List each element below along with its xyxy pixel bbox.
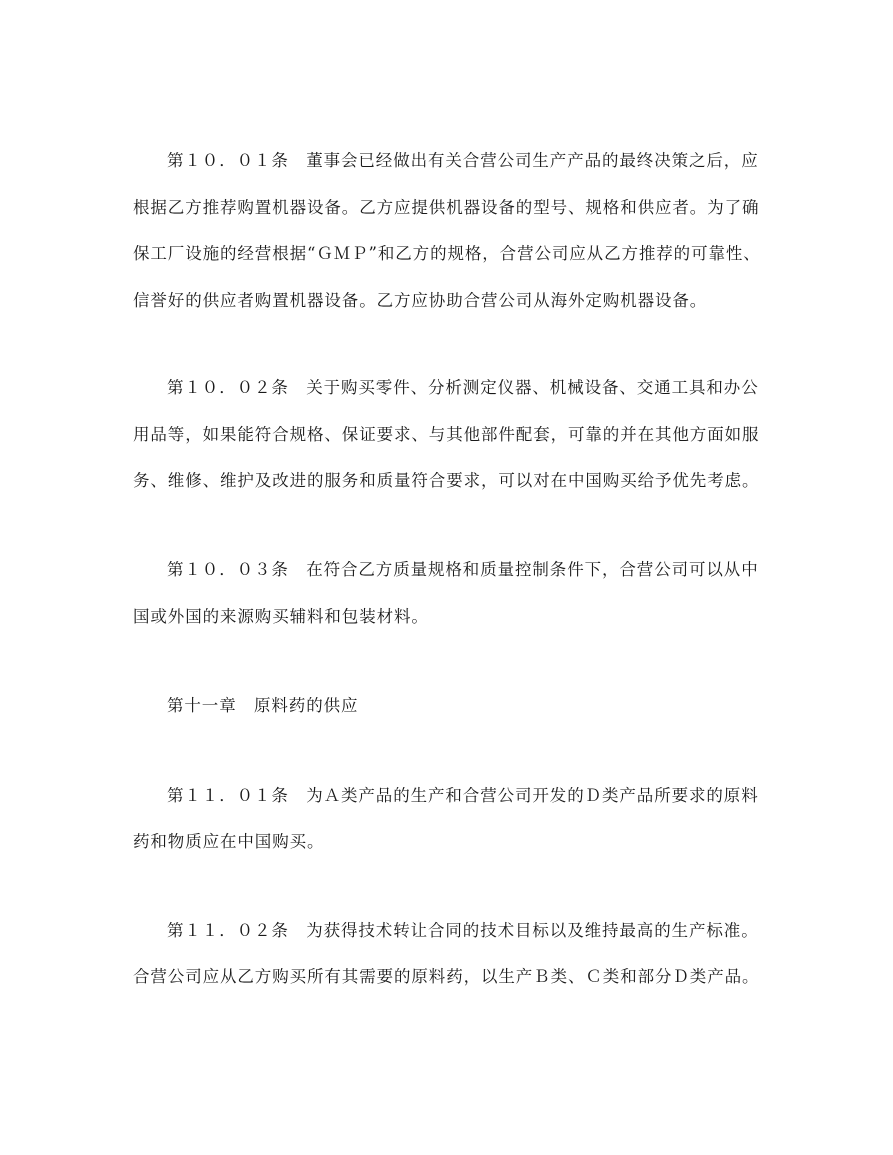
text-line: 第１０．０３条 在符合乙方质量规格和质量控制条件下，合营公司可以从中: [167, 560, 759, 579]
text-line: 国或外国的来源购买辅料和包装材料。: [133, 607, 429, 626]
text-line: 第１０．０１条 董事会已经做出有关合营公司生产产品的最终决策之后，应: [167, 151, 759, 170]
text-line: 信誉好的供应者购置机器设备。乙方应协助合营公司从海外定购机器设备。: [133, 291, 708, 310]
text-line: 合营公司应从乙方购买所有其需要的原料药，以生产Ｂ类、Ｃ类和部分Ｄ类产品。: [133, 967, 760, 986]
chapter-title: 第十一章 原料药的供应: [167, 696, 359, 715]
text-line: 务、维修、维护及改进的服务和质量符合要求，可以对在中国购买给予优先考虑。: [133, 471, 760, 490]
text-line: 第１１．０１条 为Ａ类产品的生产和合营公司开发的Ｄ类产品所要求的原料: [167, 786, 759, 805]
text-line: 保工厂设施的经营根据“ＧＭＰ”和乙方的规格，合营公司应从乙方推荐的可靠性、: [133, 244, 761, 263]
text-line: 用品等，如果能符合规格、保证要求、与其他部件配套，可靠的并在其他方面如服: [133, 425, 760, 444]
text-line: 第１０．０２条 关于购买零件、分析测定仪器、机械设备、交通工具和办公: [167, 378, 759, 397]
text-line: 根据乙方推荐购置机器设备。乙方应提供机器设备的型号、规格和供应者。为了确: [133, 198, 760, 217]
text-line: 第１１．０２条 为获得技术转让合同的技术目标以及维持最高的生产标准。: [167, 921, 759, 940]
text-line: 药和物质应在中国购买。: [133, 832, 325, 851]
